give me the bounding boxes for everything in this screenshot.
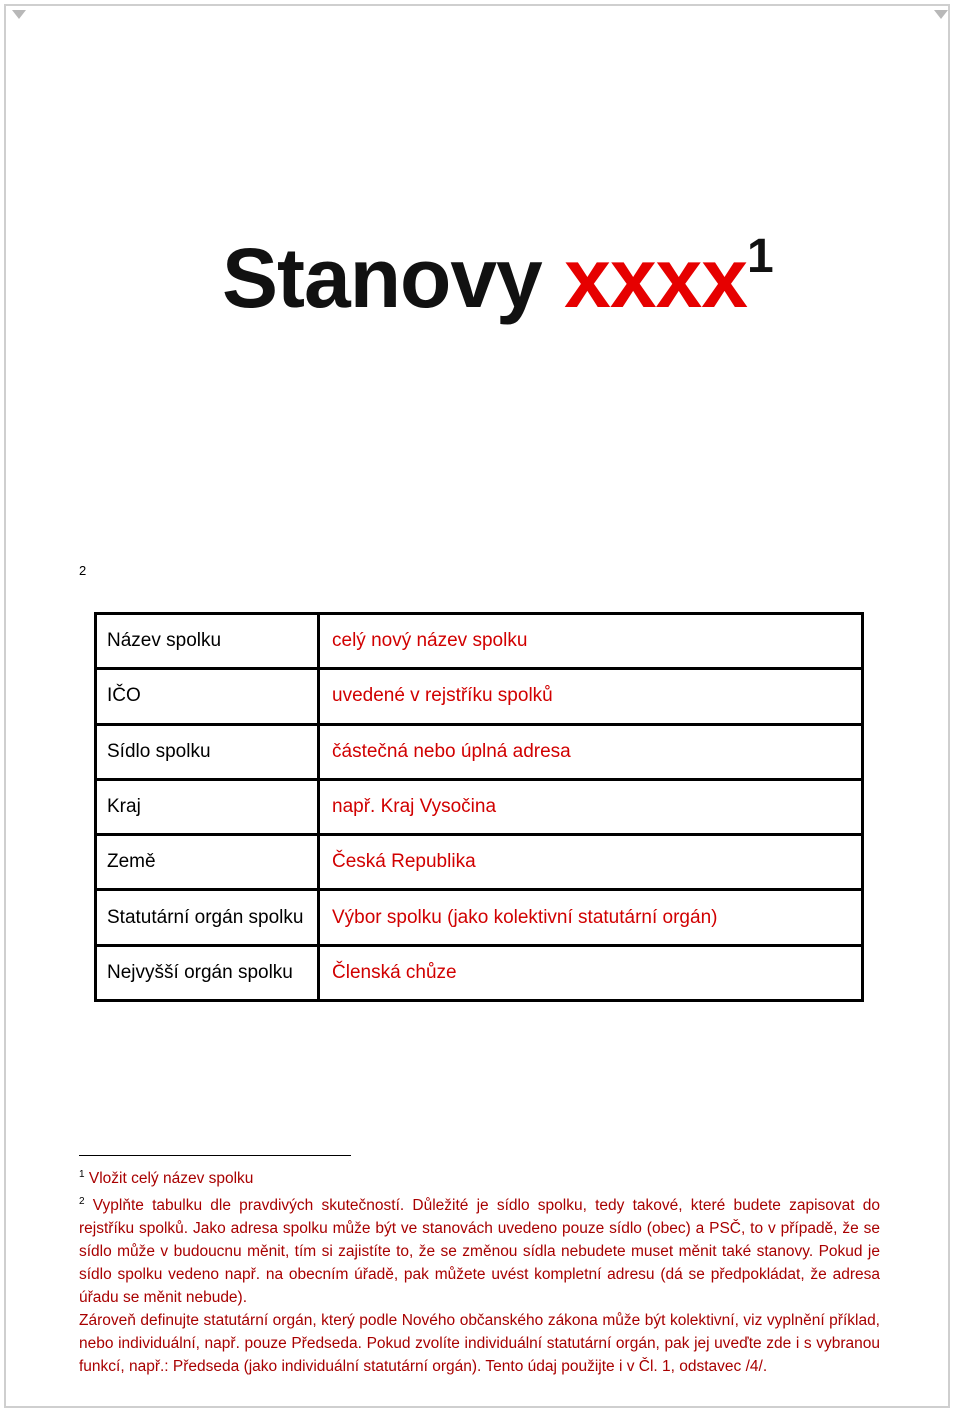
table-footnote-ref: 2 <box>79 563 87 578</box>
table-row <box>96 890 863 945</box>
row-value: částečná nebo úplná adresa <box>319 724 863 779</box>
table-row <box>96 945 863 1000</box>
row-value: celý nový název spolku <box>319 614 863 669</box>
footnote-text: Vložit celý název spolku <box>88 1170 254 1188</box>
table-row <box>96 614 863 669</box>
footnote-separator <box>79 1155 351 1156</box>
row-label: Sídlo spolku <box>96 724 319 779</box>
page-corner-mark-icon <box>12 10 26 19</box>
title-footnote-ref: 1 <box>747 230 773 283</box>
footnote-number: 2 <box>79 1196 85 1208</box>
footnote <box>79 1190 880 1309</box>
document-title <box>222 230 773 325</box>
row-label: Nejvyšší orgán spolku <box>96 945 319 1000</box>
row-value: např. Kraj Vysočina <box>319 779 863 834</box>
row-label: Název spolku <box>96 614 319 669</box>
row-value: Členská chůze <box>319 945 863 1000</box>
row-value: Česká Republika <box>319 835 863 890</box>
footnotes <box>79 1163 880 1378</box>
page-corner-mark-icon <box>934 10 948 19</box>
row-label: Země <box>96 835 319 890</box>
row-label: Kraj <box>96 779 319 834</box>
table-row <box>96 835 863 890</box>
title-main: Stanovy <box>222 231 542 325</box>
footnote <box>79 1309 880 1378</box>
row-label: IČO <box>96 669 319 724</box>
row-label: Statutární orgán spolku <box>96 890 319 945</box>
footnote-text: Vyplňte tabulku dle pravdivých skutečností. Důležité je sídlo spolku, tedy takové, které budete zapisovat do rejstříku spolků. Jako adresa spolku může být ve stanovách uvedeno pouze sídlo (obec) a PSČ, to v případě, že se sídlo může v budoucnu měnit, tím si zajistíte to, že se změnou sídla nebudete muset měnit také stanovy. Pokud je sídlo spolku vedeno např. na obecním úřadě, pak můžete uvést kompletní adresu (dá se předpokládat, že adresa úřadu se měnit nebude). <box>79 1197 880 1307</box>
table-row <box>96 779 863 834</box>
row-value: uvedené v rejstříku spolků <box>319 669 863 724</box>
footnote-text: Zároveň definujte statutární orgán, který podle Nového občanského zákona může být kolektivní, viz vyplnění příklad, nebo individuální, např. pouze Předseda. Pokud zvolíte individuální statutární orgán, pak jej uveďte zde i s vybranou funkcí, např.: Předseda (jako individuální statutární orgán). Tento údaj použijte i v Čl. 1, odstavec /4/. <box>79 1312 880 1376</box>
footnote-number: 1 <box>79 1169 85 1180</box>
association-info-table <box>94 612 864 1002</box>
table-row <box>96 724 863 779</box>
footnote <box>79 1163 880 1190</box>
title-placeholder: xxxx <box>564 231 747 325</box>
row-value: Výbor spolku (jako kolektivní statutární orgán) <box>319 890 863 945</box>
table-row <box>96 669 863 724</box>
